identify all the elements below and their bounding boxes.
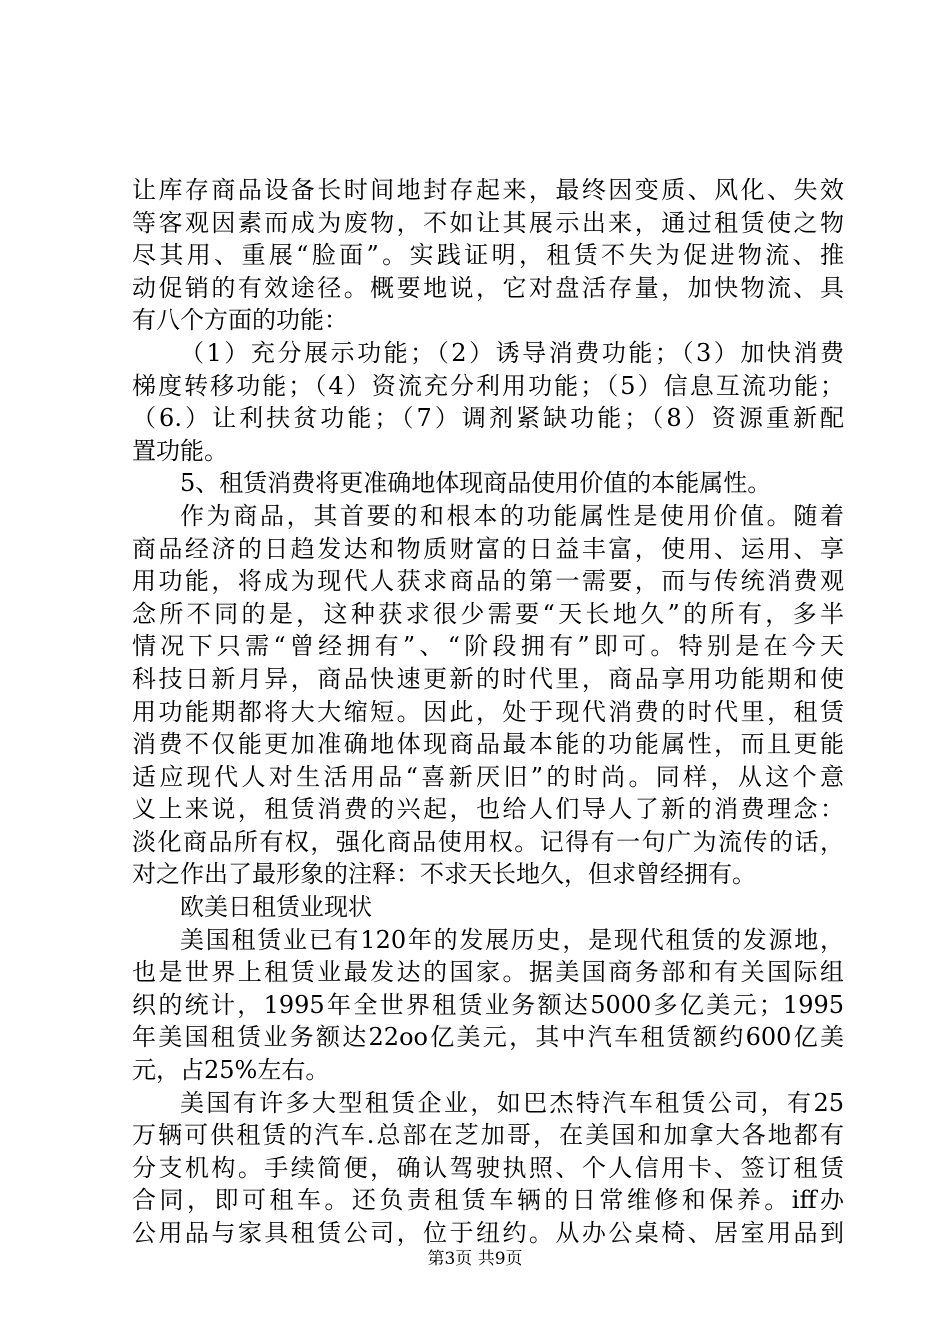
text-line: 用功能，将成为现代人获求商品的第一需要，而与传统消费观	[132, 567, 844, 596]
section-heading: 5、租赁消费将更准确地体现商品使用价值的本能属性。	[180, 469, 772, 498]
text-line: 梯度转移功能；（4）资流充分利用功能；（5）信息互流功能；	[132, 371, 844, 400]
text-line: 公用品与家具租赁公司，位于纽约。从办公桌椅、居室用品到	[132, 1219, 844, 1247]
text-line: 消费不仅能更加准确地体现商品最本能的功能属性，而且更能	[132, 730, 844, 759]
text-line: 义上来说，租赁消费的兴起，也给人们导人了新的消费理念：	[132, 795, 844, 824]
text-line: 用功能期都将大大缩短。因此，处于现代消费的时代里，租赁	[132, 697, 844, 726]
text-line: 美国有许多大型租赁企业，如巴杰特汽车租赁公司，有25	[180, 1088, 844, 1117]
text-line: 分支机构。手续简便，确认驾驶执照、个人信用卡、签订租赁	[132, 1153, 844, 1182]
text-line: 念所不同的是，这种获求很少需要“天长地久”的所有，多半	[132, 599, 844, 628]
text-line: 商品经济的日趋发达和物质财富的日益丰富，使用、运用、享	[132, 534, 844, 563]
text-line: 科技日新月异，商品快速更新的时代里，商品享用功能期和使	[132, 664, 844, 693]
page-number-footer: 第3页 共9页	[427, 1249, 523, 1269]
text-line: 美国租赁业已有120年的发展历史，是现代租赁的发源地，	[180, 925, 844, 954]
document-body	[132, 174, 844, 1250]
text-line: 万辆可供租赁的汽车.总部在芝加哥，在美国和加拿大各地都有	[132, 1121, 844, 1150]
text-line: 淡化商品所有权，强化商品使用权。记得有一句广为流传的话，	[132, 827, 844, 856]
text-line: 情况下只需“曾经拥有”、“阶段拥有”即可。特别是在今天	[132, 632, 844, 661]
text-line: 让库存商品设备长时间地封存起来，最终因变质、风化、失效	[132, 176, 844, 204]
text-line: （6.）让利扶贫功能；（7）调剂紧缺功能；（8）资源重新配	[132, 404, 844, 433]
text-line: 元，占25%左右。	[132, 1056, 330, 1085]
text-line: 织的统计，1995年全世界租赁业务额达5000多亿美元；1995	[132, 990, 844, 1019]
text-line: 置功能。	[132, 436, 228, 465]
text-line: 有八个方面的功能：	[132, 306, 348, 335]
text-line: （1）充分展示功能；（2）诱导消费功能；（3）加快消费	[180, 338, 844, 367]
text-line: 也是世界上租赁业最发达的国家。据美国商务部和有关国际组	[132, 958, 844, 987]
text-line: 尽其用、重展“脸面”。实践证明，租赁不失为促进物流、推	[132, 241, 844, 270]
text-line: 动促销的有效途径。概要地说，它对盘活存量，加快物流、具	[132, 273, 844, 302]
section-heading: 欧美日租赁业现状	[180, 893, 372, 922]
text-line: 合同，即可租车。还负责租赁车辆的日常维修和保养。iff办	[132, 1186, 844, 1215]
text-line: 作为商品，其首要的和根本的功能属性是使用价值。随着	[180, 501, 844, 530]
text-line: 等客观因素而成为废物，不如让其展示出来，通过租赁使之物	[132, 208, 844, 237]
text-line: 对之作出了最形象的注释：不求天长地久，但求曾经拥有。	[132, 860, 756, 889]
text-line: 年美国租赁业务额达22oo亿美元，其中汽车租赁额约600亿美	[132, 1023, 844, 1052]
text-line: 适应现代人对生活用品“喜新厌旧”的时尚。同样，从这个意	[132, 762, 844, 791]
